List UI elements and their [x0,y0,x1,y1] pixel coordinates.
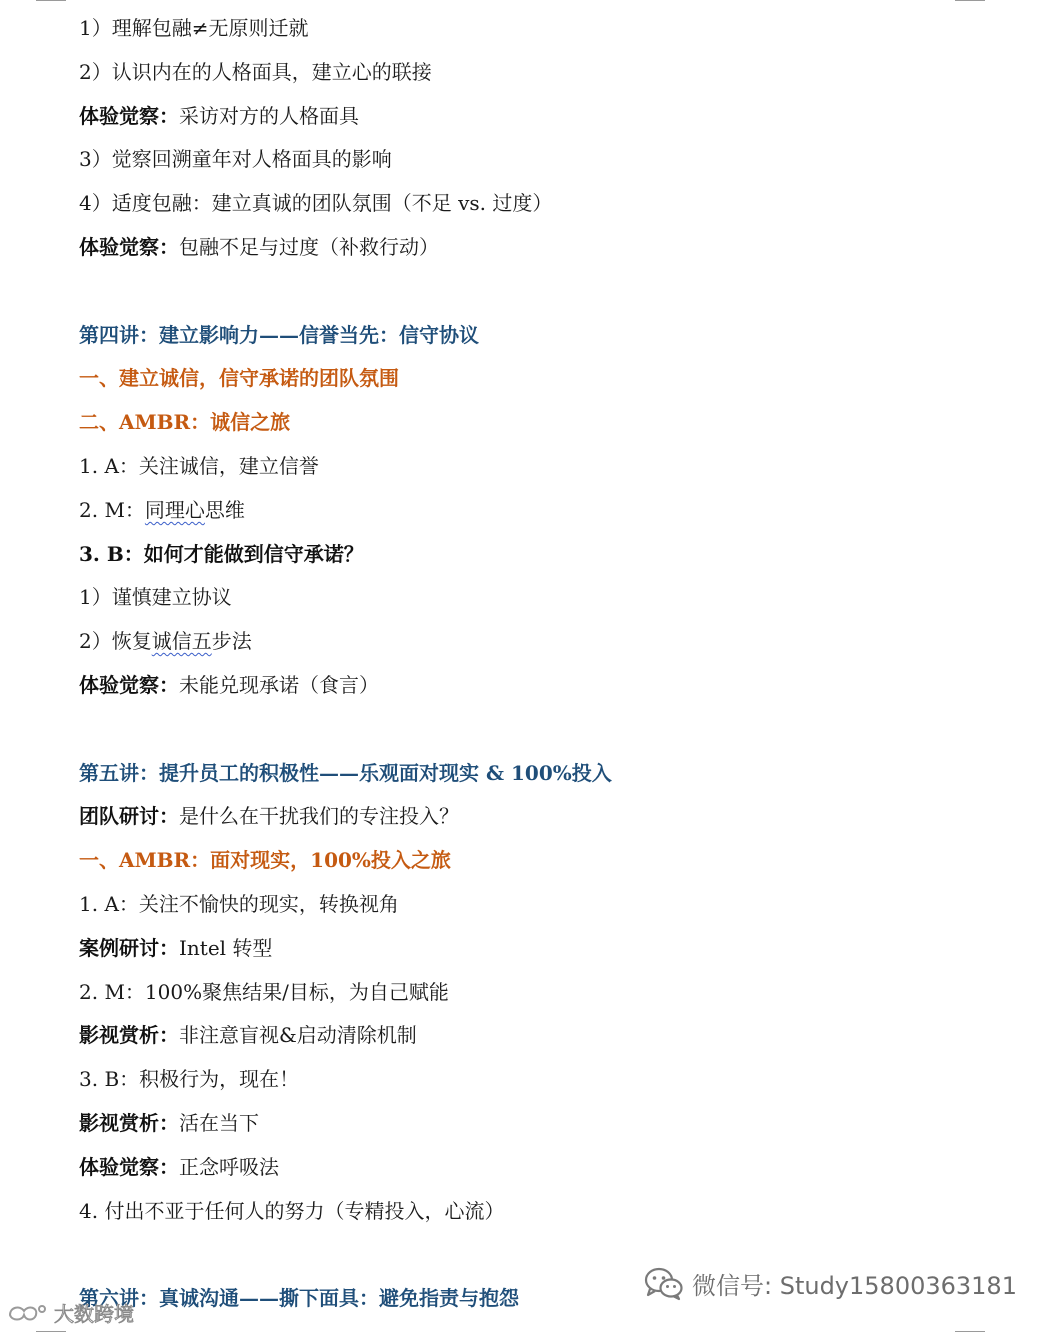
activity-label: 团队研讨： [79,804,179,829]
list-item: 1. A：关注不愉快的现实，转换视角 [79,891,399,916]
list-item: 3. B：积极行为，现在！ [79,1067,300,1092]
section-heading: 一、建立诚信，信守承诺的团队氛围 [79,366,399,391]
activity-label: 影视赏析： [79,1110,179,1135]
spellcheck-marked-text: 诚信五 [151,629,212,654]
list-item-suffix: 思维 [204,497,245,522]
page-corner-mark [955,0,985,1]
section-heading: 二、AMBR：诚信之旅 [79,410,291,435]
labeled-line [79,930,979,974]
list-item: 1）理解包融≠无原则迁就 [79,16,309,40]
wechat-watermark [644,1266,1017,1301]
list-item: 2）认识内在的人格面具，建立心的联接 [79,59,432,84]
spellcheck-marked-text: 同理心 [144,497,205,522]
list-item: 1）谨慎建立协议 [79,585,232,610]
list-item-suffix: 步法 [211,629,252,654]
activity-label: 体验觉察： [79,234,179,259]
activity-text: 正念呼吸法 [179,1154,279,1179]
list-item-prefix: 2. M： [79,497,145,522]
activity-label: 体验觉察： [79,103,179,128]
activity-text: 未能兑现承诺（食言） [179,672,379,697]
wechat-icon [644,1267,684,1301]
document-body[interactable] [79,10,979,1324]
list-item [79,623,979,667]
activity-text: Intel 转型 [179,935,273,960]
list-item [79,492,979,536]
lecture-heading: 第五讲：提升员工的积极性——乐观面对现实 & 100%投入 [79,760,612,785]
list-item: 2. M：100%聚焦结果/目标，为自己赋能 [79,979,449,1004]
labeled-line [79,798,979,842]
lecture-heading: 第四讲：建立影响力——信誉当先：信守协议 [79,322,479,347]
list-item: 3）觉察回溯童年对人格面具的影响 [79,147,392,172]
brand-watermark [6,1298,134,1327]
brand-watermark-text: 大数跨境 [54,1302,134,1326]
page-corner-mark [36,0,66,1]
blank-line [79,273,979,317]
activity-text: 活在当下 [179,1110,259,1135]
labeled-line [79,229,979,273]
list-item: 1. A：关注诚信，建立信誉 [79,453,319,478]
labeled-line [79,1105,979,1149]
labeled-line [79,1017,979,1061]
activity-text: 是什么在干扰我们的专注投入？ [179,804,459,829]
blank-line [79,711,979,755]
list-item: 4）适度包融：建立真诚的团队氛围（不足 vs. 过度） [79,191,553,216]
list-item: 4. 付出不亚于任何人的努力（专精投入，心流） [79,1198,505,1223]
brand-logo-icon [6,1301,50,1325]
labeled-line [79,667,979,711]
activity-text: 非注意盲视&启动清除机制 [179,1023,417,1048]
activity-label: 影视赏析： [79,1023,179,1048]
activity-label: 体验觉察： [79,1154,179,1179]
list-item-prefix: 2）恢复 [79,629,152,654]
activity-label: 体验觉察： [79,672,179,697]
activity-label: 案例研讨： [79,935,179,960]
section-heading: 一、AMBR：面对现实，100%投入之旅 [79,848,451,873]
labeled-line [79,98,979,142]
lecture-heading: 第六讲：真诚沟通——撕下面具：避免指责与抱怨 [79,1286,519,1311]
activity-text: 采访对方的人格面具 [179,103,359,128]
activity-text: 包融不足与过度（补救行动） [179,234,439,259]
wechat-id-text: 微信号: Study15800363181 [692,1272,1017,1300]
labeled-line [79,1149,979,1193]
bold-list-item: 3. B：如何才能做到信守承诺？ [79,541,364,566]
